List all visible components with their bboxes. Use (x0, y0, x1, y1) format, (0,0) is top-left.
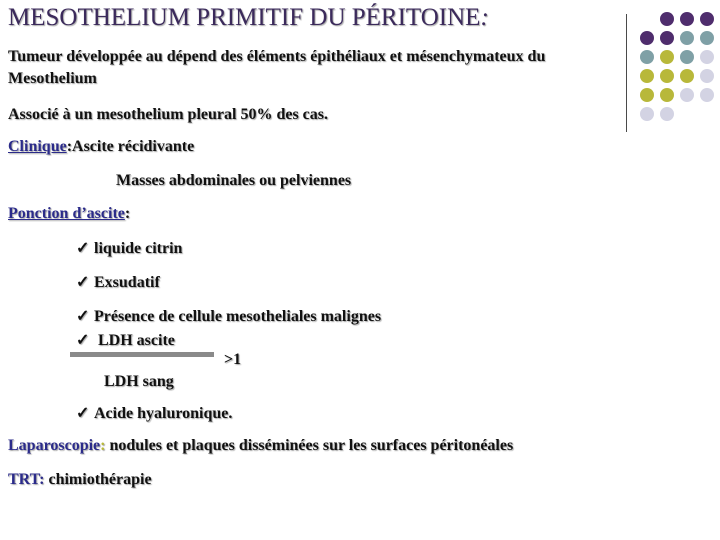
decorative-dot (660, 69, 674, 83)
checkmark-icon: ✓ (76, 240, 90, 257)
description-line-2: Mesothelium (8, 70, 97, 87)
decorative-dot (640, 88, 654, 102)
clinique-label: Clinique (8, 138, 67, 155)
decorative-dot (680, 50, 694, 64)
ratio-comparison: >1 (224, 351, 242, 368)
ponction-item-5 (76, 403, 232, 423)
decorative-dot (660, 107, 674, 121)
fraction-bar (70, 352, 214, 357)
ponction-label: Ponction d’ascite (8, 205, 125, 222)
decorative-dot (660, 12, 674, 26)
laparoscopie-value: nodules et plaques disséminées sur les surfaces péritonéales (105, 437, 514, 454)
checkmark-icon: ✓ (76, 274, 90, 291)
checkmark-icon: ✓ (76, 332, 90, 349)
ponction-item-label: Acide hyaluronique. (94, 405, 233, 422)
decorative-dot (660, 31, 674, 45)
decorative-dot (700, 69, 714, 83)
clinique-value: :Ascite récidivante (66, 138, 195, 155)
ponction-heading (8, 205, 130, 223)
ponction-item-label: LDH ascite (94, 332, 175, 349)
decorative-dot (680, 12, 694, 26)
title-text: MESOTHELIUM PRIMITIF DU PÉRITOINE (8, 4, 481, 31)
decorative-dot (660, 88, 674, 102)
description-line-1: Tumeur développée au dépend des éléments épithéliaux et mésenchymateux du (8, 48, 546, 65)
decorative-dot (640, 107, 654, 121)
decorative-dot (700, 88, 714, 102)
decorative-dot (680, 69, 694, 83)
ponction-item-4 (76, 330, 175, 350)
trt-line (8, 471, 152, 489)
ponction-item-label: Présence de cellule mesotheliales malignes (94, 308, 382, 325)
ponction-item-1 (76, 238, 182, 258)
decorative-dot (680, 88, 694, 102)
ponction-colon: : (124, 205, 131, 222)
ponction-item-3 (76, 306, 381, 326)
ponction-item-label: liquide citrin (94, 240, 183, 257)
decorative-dot (700, 50, 714, 64)
decorative-dot (680, 31, 694, 45)
laparoscopie-line (8, 437, 513, 455)
laparoscopie-colon: : (100, 437, 106, 454)
ratio-denominator: LDH sang (104, 373, 174, 390)
clinique-value-2: Masses abdominales ou pelviennes (116, 172, 352, 189)
trt-value: chimiothérapie (44, 471, 152, 488)
decorative-divider (626, 14, 627, 132)
checkmark-icon: ✓ (76, 308, 90, 325)
trt-label: TRT: (8, 471, 45, 488)
decorative-dot (700, 12, 714, 26)
ponction-item-2 (76, 272, 160, 292)
decorative-dot (700, 31, 714, 45)
association-text: Associé à un mesothelium pleural 50% des cas. (8, 106, 328, 123)
laparoscopie-label: Laparoscopie (8, 437, 101, 454)
page-title (8, 4, 489, 32)
checkmark-icon: ✓ (76, 405, 90, 422)
decorative-dot (660, 50, 674, 64)
decorative-dot (640, 69, 654, 83)
decorative-dot (640, 50, 654, 64)
title-colon: : (480, 4, 489, 31)
ponction-item-label: Exsudatif (94, 274, 160, 291)
clinique-line (8, 138, 194, 156)
decorative-dot (640, 31, 654, 45)
